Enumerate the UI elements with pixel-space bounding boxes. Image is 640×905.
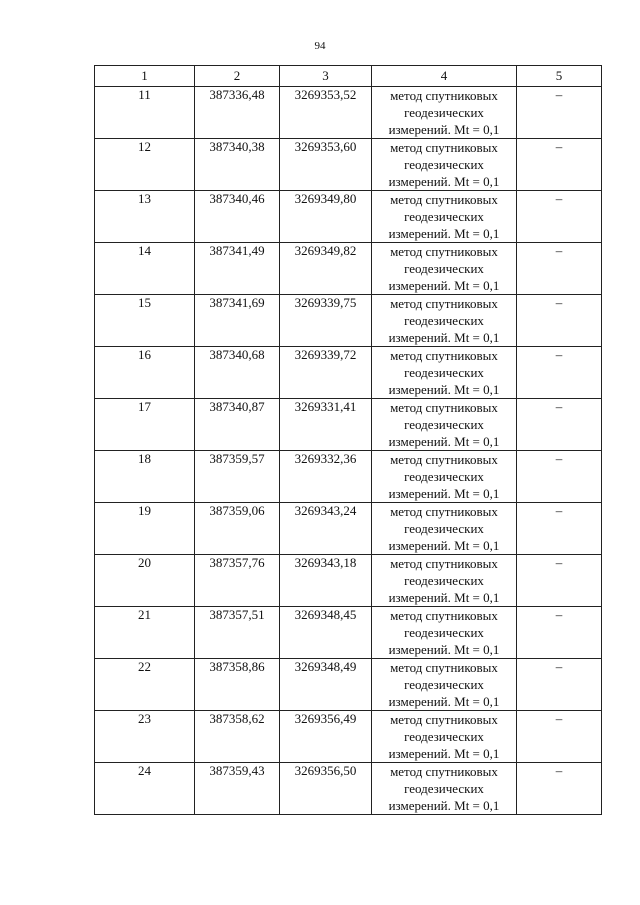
y-coordinate-cell: 3269343,24: [280, 503, 372, 555]
y-coordinate-cell: 3269353,60: [280, 139, 372, 191]
table-row: [95, 607, 602, 659]
table-row: [95, 451, 602, 503]
table-row: [95, 659, 602, 711]
x-coordinate-cell: 387341,49: [195, 243, 280, 295]
method-cell: [372, 659, 517, 711]
column-5-cell: –: [517, 295, 602, 347]
column-header-1: 1: [95, 66, 195, 87]
method-line-2: геодезических: [404, 677, 484, 692]
column-header-5: 5: [517, 66, 602, 87]
x-coordinate-cell: 387359,57: [195, 451, 280, 503]
y-coordinate-cell: 3269339,75: [280, 295, 372, 347]
column-header-4: 4: [372, 66, 517, 87]
method-line-2: геодезических: [404, 469, 484, 484]
point-number-cell: 22: [95, 659, 195, 711]
point-number-cell: 15: [95, 295, 195, 347]
method-line-3: измерений. Mt = 0,1: [388, 642, 500, 657]
x-coordinate-cell: 387359,06: [195, 503, 280, 555]
x-coordinate-cell: 387340,46: [195, 191, 280, 243]
table-row: [95, 295, 602, 347]
method-cell: [372, 399, 517, 451]
method-cell: [372, 243, 517, 295]
method-line-1: метод спутниковых: [390, 140, 498, 155]
method-line-1: метод спутниковых: [390, 296, 498, 311]
table-row: [95, 763, 602, 815]
method-line-1: метод спутниковых: [390, 244, 498, 259]
method-line-1: метод спутниковых: [390, 764, 498, 779]
table-row: [95, 139, 602, 191]
x-coordinate-cell: 387358,86: [195, 659, 280, 711]
column-5-cell: –: [517, 763, 602, 815]
y-coordinate-cell: 3269349,80: [280, 191, 372, 243]
method-line-3: измерений. Mt = 0,1: [388, 122, 500, 137]
table-header-row: [95, 66, 602, 87]
x-coordinate-cell: 387340,38: [195, 139, 280, 191]
table-row: [95, 711, 602, 763]
method-line-3: измерений. Mt = 0,1: [388, 330, 500, 345]
method-line-1: метод спутниковых: [390, 504, 498, 519]
point-number-cell: 24: [95, 763, 195, 815]
method-line-1: метод спутниковых: [390, 452, 498, 467]
method-cell: [372, 295, 517, 347]
x-coordinate-cell: 387336,48: [195, 87, 280, 139]
x-coordinate-cell: 387357,76: [195, 555, 280, 607]
method-line-2: геодезических: [404, 313, 484, 328]
y-coordinate-cell: 3269339,72: [280, 347, 372, 399]
column-5-cell: –: [517, 243, 602, 295]
method-line-2: геодезических: [404, 625, 484, 640]
y-coordinate-cell: 3269356,49: [280, 711, 372, 763]
point-number-cell: 11: [95, 87, 195, 139]
method-line-1: метод спутниковых: [390, 608, 498, 623]
x-coordinate-cell: 387357,51: [195, 607, 280, 659]
column-5-cell: –: [517, 503, 602, 555]
point-number-cell: 16: [95, 347, 195, 399]
method-line-2: геодезических: [404, 573, 484, 588]
column-5-cell: –: [517, 451, 602, 503]
y-coordinate-cell: 3269332,36: [280, 451, 372, 503]
method-line-2: геодезических: [404, 521, 484, 536]
y-coordinate-cell: 3269353,52: [280, 87, 372, 139]
coordinates-table: [94, 65, 602, 815]
method-cell: [372, 451, 517, 503]
method-line-3: измерений. Mt = 0,1: [388, 278, 500, 293]
y-coordinate-cell: 3269331,41: [280, 399, 372, 451]
table-row: [95, 399, 602, 451]
table-body: [95, 87, 602, 815]
x-coordinate-cell: 387341,69: [195, 295, 280, 347]
column-5-cell: –: [517, 399, 602, 451]
method-cell: [372, 191, 517, 243]
method-line-3: измерений. Mt = 0,1: [388, 746, 500, 761]
method-line-2: геодезических: [404, 781, 484, 796]
method-line-2: геодезических: [404, 417, 484, 432]
method-line-3: измерений. Mt = 0,1: [388, 174, 500, 189]
method-line-3: измерений. Mt = 0,1: [388, 486, 500, 501]
method-line-2: геодезических: [404, 261, 484, 276]
x-coordinate-cell: 387359,43: [195, 763, 280, 815]
column-5-cell: –: [517, 347, 602, 399]
method-cell: [372, 347, 517, 399]
method-line-3: измерений. Mt = 0,1: [388, 434, 500, 449]
method-line-1: метод спутниковых: [390, 712, 498, 727]
method-line-3: измерений. Mt = 0,1: [388, 694, 500, 709]
column-header-2: 2: [195, 66, 280, 87]
method-cell: [372, 139, 517, 191]
method-cell: [372, 763, 517, 815]
point-number-cell: 13: [95, 191, 195, 243]
method-line-3: измерений. Mt = 0,1: [388, 538, 500, 553]
x-coordinate-cell: 387340,68: [195, 347, 280, 399]
method-line-1: метод спутниковых: [390, 400, 498, 415]
page-number: 94: [314, 40, 326, 52]
table-row: [95, 243, 602, 295]
y-coordinate-cell: 3269356,50: [280, 763, 372, 815]
method-line-2: геодезических: [404, 209, 484, 224]
method-line-2: геодезических: [404, 157, 484, 172]
method-line-1: метод спутниковых: [390, 88, 498, 103]
table-row: [95, 87, 602, 139]
method-cell: [372, 607, 517, 659]
method-cell: [372, 87, 517, 139]
method-line-3: измерений. Mt = 0,1: [388, 798, 500, 813]
method-cell: [372, 503, 517, 555]
point-number-cell: 23: [95, 711, 195, 763]
column-5-cell: –: [517, 87, 602, 139]
method-cell: [372, 711, 517, 763]
method-cell: [372, 555, 517, 607]
method-line-2: геодезических: [404, 729, 484, 744]
y-coordinate-cell: 3269348,45: [280, 607, 372, 659]
method-line-1: метод спутниковых: [390, 660, 498, 675]
point-number-cell: 14: [95, 243, 195, 295]
x-coordinate-cell: 387358,62: [195, 711, 280, 763]
column-5-cell: –: [517, 139, 602, 191]
table-row: [95, 191, 602, 243]
y-coordinate-cell: 3269343,18: [280, 555, 372, 607]
column-header-3: 3: [280, 66, 372, 87]
column-5-cell: –: [517, 555, 602, 607]
point-number-cell: 12: [95, 139, 195, 191]
point-number-cell: 21: [95, 607, 195, 659]
method-line-2: геодезических: [404, 365, 484, 380]
x-coordinate-cell: 387340,87: [195, 399, 280, 451]
method-line-1: метод спутниковых: [390, 348, 498, 363]
method-line-3: измерений. Mt = 0,1: [388, 382, 500, 397]
table-row: [95, 503, 602, 555]
method-line-3: измерений. Mt = 0,1: [388, 226, 500, 241]
column-5-cell: –: [517, 711, 602, 763]
column-5-cell: –: [517, 191, 602, 243]
column-5-cell: –: [517, 659, 602, 711]
table-row: [95, 347, 602, 399]
method-line-1: метод спутниковых: [390, 192, 498, 207]
method-line-3: измерений. Mt = 0,1: [388, 590, 500, 605]
table-row: [95, 555, 602, 607]
point-number-cell: 18: [95, 451, 195, 503]
y-coordinate-cell: 3269349,82: [280, 243, 372, 295]
column-5-cell: –: [517, 607, 602, 659]
y-coordinate-cell: 3269348,49: [280, 659, 372, 711]
point-number-cell: 20: [95, 555, 195, 607]
point-number-cell: 19: [95, 503, 195, 555]
point-number-cell: 17: [95, 399, 195, 451]
method-line-2: геодезических: [404, 105, 484, 120]
method-line-1: метод спутниковых: [390, 556, 498, 571]
